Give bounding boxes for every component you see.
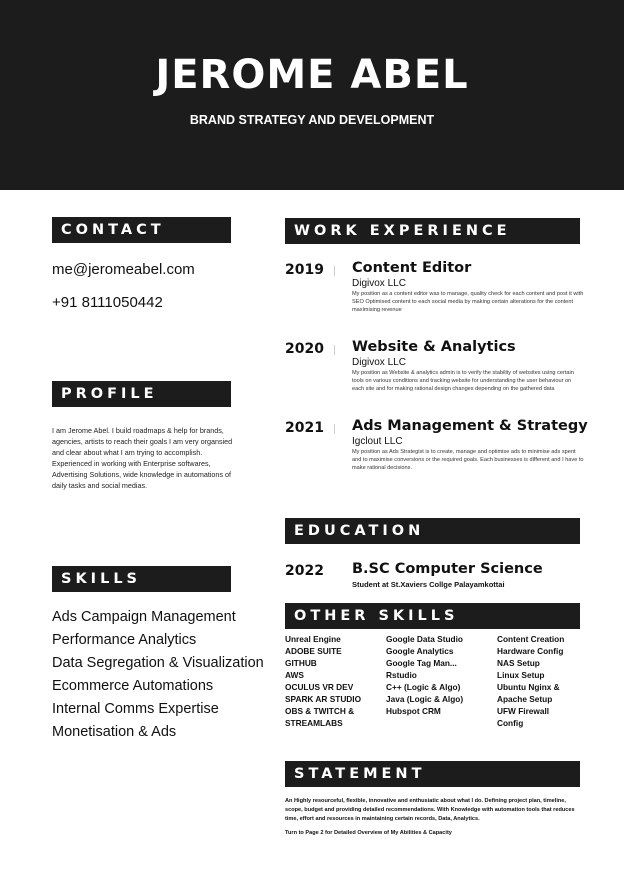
education-school: Student at St.Xaviers Collge Palayamkottai [352, 580, 505, 589]
work-company: Digivox LLC [352, 278, 406, 289]
other-skill: GITHUB [285, 658, 317, 668]
person-role: BRAND STRATEGY AND DEVELOPMENT [189, 113, 435, 127]
work-company: Igclout LLC [352, 436, 403, 447]
other-skills-column [497, 633, 564, 729]
person-name: JEROME ABEL [155, 52, 469, 98]
work-description: My position as Website & analytics admin is to verify the stability of websites using certain tools on various conditions and tracking website for understanding the user behaviour on each site and for making rational design changes depending on the gathered data [352, 370, 574, 393]
work-title: Website & Analytics [352, 339, 516, 355]
other-skill: SPARK AR STUDIO [285, 694, 362, 704]
other-skill: OCULUS VR DEV [285, 682, 354, 692]
other-skill: Content Creation [497, 634, 565, 644]
work-title: Content Editor [352, 260, 472, 276]
skill-item: Ads Campaign Management [52, 609, 236, 625]
other-skill: Java (Logic & Algo) [386, 694, 464, 704]
education-degree: B.SC Computer Science [352, 561, 543, 577]
skill-item: Performance Analytics [52, 632, 197, 648]
skill-item: Internal Comms Expertise [52, 701, 219, 717]
other-skill: Unreal Engine [285, 634, 341, 644]
work-title: Ads Management & Strategy [352, 418, 588, 434]
divider [334, 345, 335, 355]
education-heading: EDUCATION [285, 518, 580, 544]
statement-heading: STATEMENT [285, 761, 580, 787]
profile-heading: PROFILE [52, 381, 231, 407]
work-company: Digivox LLC [352, 357, 406, 368]
contact-phone[interactable]: +91 8111050442 [52, 294, 163, 311]
contact-heading: CONTACT [52, 217, 231, 243]
work-description: My position as Ads Strategist is to create, manage and optimise ads to minimise ads spent and to maximise conversions or the required goals. Each businesses is different and I have to make rational decisions. [352, 449, 584, 472]
other-skill: NAS Setup [497, 658, 540, 668]
other-skill: AWS [285, 670, 304, 680]
other-skill: UFW Firewall [497, 706, 550, 716]
work-year: 2020 [285, 341, 324, 357]
education-year: 2022 [285, 563, 324, 579]
other-skill: OBS & TWITCH & [285, 706, 355, 716]
contact-email[interactable]: me@jeromeabel.com [52, 261, 195, 278]
other-skills-heading: OTHER SKILLS [285, 603, 580, 629]
work-year: 2021 [285, 420, 324, 436]
skill-item: Monetisation & Ads [52, 724, 177, 740]
other-skill: Rstudio [386, 670, 417, 680]
work-description: My position as a content editor was to manage, quality check for each content and post it with SEO Optimised content to each social media by making certain alterations for the content maximising revenue [352, 291, 584, 314]
profile-text: I am Jerome Abel. I build roadmaps & help for brands, agencies, artists to reach their goals I am very organsied and clear about what I am trying to accomplish. Experienced in working with Enterprise softwares, Advertising Solutions, wide knowledge in automations of daily tasks and social medias. [52, 426, 233, 490]
other-skill: Linux Setup [497, 670, 545, 680]
skills-heading: SKILLS [52, 566, 231, 592]
work-heading: WORK EXPERIENCE [285, 218, 580, 244]
skill-item: Data Segregation & Visualization [52, 655, 264, 671]
other-skill: Hubspot CRM [386, 706, 441, 716]
other-skills-column [285, 633, 361, 729]
other-skill: Config [497, 718, 524, 728]
other-skill: Google Data Studio [386, 634, 463, 644]
other-skill: ADOBE SUITE [285, 646, 342, 656]
other-skill: Ubuntu Nginx & [497, 682, 560, 692]
statement-text: An Highly resourceful, flexible, innovative and enthusiatic about what I do. Defining project plan, timeline, scope, budget and providing detailed recommendations. With Knowledge with automation tools that reduces time, effort and resources in maintaining certain records, Data, Analytics. [285, 798, 575, 822]
other-skill: Google Tag Man... [386, 658, 457, 668]
work-year: 2019 [285, 262, 324, 278]
other-skill: C++ (Logic & Algo) [386, 682, 461, 692]
other-skill: Hardware Config [497, 646, 564, 656]
other-skill: STREAMLABS [285, 718, 343, 728]
other-skill: Google Analytics [386, 646, 454, 656]
divider [334, 424, 335, 434]
statement-note: Turn to Page 2 for Detailed Overview of My Abilities & Capacity [285, 830, 452, 836]
other-skill: Apache Setup [497, 694, 553, 704]
other-skills-column [386, 633, 463, 717]
divider [334, 266, 335, 276]
skill-item: Ecommerce Automations [52, 678, 214, 694]
skills-list [52, 606, 264, 744]
